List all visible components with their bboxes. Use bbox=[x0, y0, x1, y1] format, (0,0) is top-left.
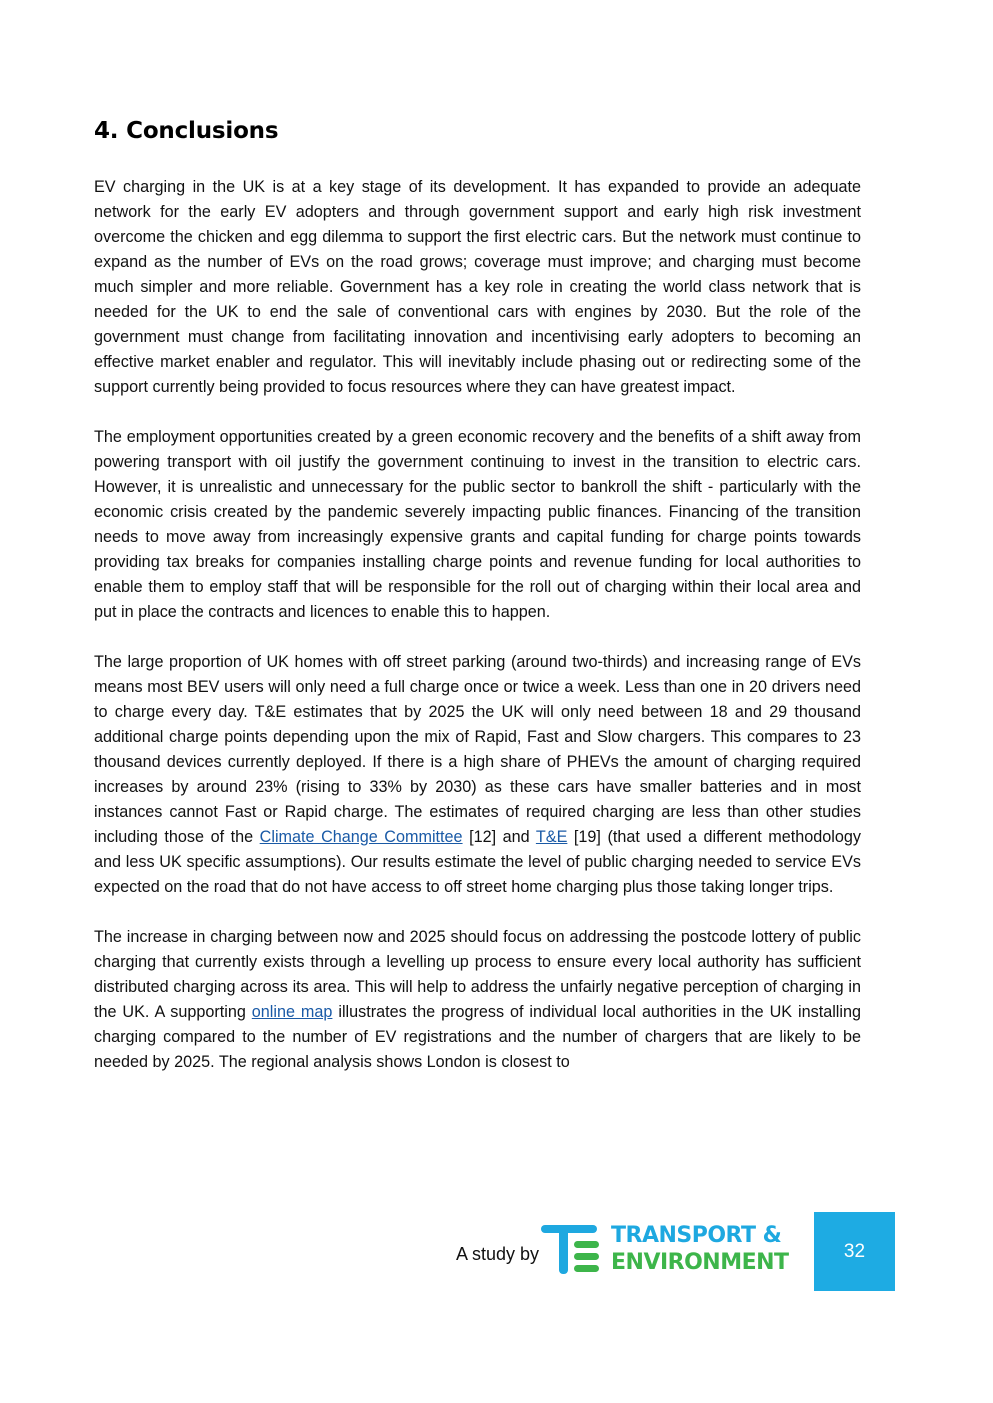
section-heading: 4. Conclusions bbox=[94, 118, 279, 144]
climate-change-committee-link[interactable]: Climate Change Committee bbox=[259, 828, 463, 846]
paragraph-4-text-a: The increase in charging between now and 2025 should focus on addressing the postcode lottery of public charging that currently exists through a levelling up process to ensure every local authority has sufficient distributed charging across its area. This will help to address the unfairly negative perception of charging in the UK. A supporting bbox=[94, 928, 861, 1021]
logo-line-environment: ENVIRONMENT bbox=[611, 1250, 789, 1275]
paragraph-2: The employment opportunities created by a green economic recovery and the benefits of a shift away from powering transport with oil justify the government continuing to invest in the transition to electric cars. However, it is unrealistic and unnecessary for the public sector to bankroll the shift - particularly with the economic crisis created by the pandemic severely impacting public finances. Financing of the transition needs to move away from increasingly expensive grants and capital funding for charge points towards providing tax breaks for companies installing charge points and revenue funding for local authorities to enable them to employ staff that will be responsible for the roll out of charging within their local area and put in place the contracts and licences to enable this to happen. bbox=[94, 428, 861, 621]
logo-wordmark bbox=[611, 1222, 806, 1276]
online-map-link[interactable]: online map bbox=[251, 1003, 333, 1021]
te-link[interactable]: T&E bbox=[535, 828, 568, 846]
paragraph-4-text-b: illustrates the progress of individual local authorities in the UK installing charging compared to the number of EV registrations and the number of chargers that are likely to be needed by 2025. The regional analysis shows London is closest to bbox=[94, 1003, 861, 1071]
paragraph-1: EV charging in the UK is at a key stage of its development. It has expanded to provide an adequate network for the early EV adopters and through government support and early high risk investment overcome the chicken and egg dilemma to support the first electric cars. But the network must continue to expand as the number of EVs on the road grows; coverage must improve; and charging must become much simpler and more reliable. Government has a key role in creating the world class network that is needed for the UK to end the sale of conventional cars with engines by 2030. But the role of the government must change from facilitating innovation and incentivising early adopters to becoming an effective market enabler and regulator. This will inevitably include phasing out or redirecting some of the support currently being provided to focus resources where they can have greatest impact. bbox=[94, 178, 861, 396]
study-by-label: A study by bbox=[456, 1244, 540, 1264]
paragraph-3-text-c: [19] (that used a different methodology and less UK specific assumptions). Our results estimate the level of public charging needed to service EVs expected on the road that do not have access to off street home charging plus those taking longer trips. bbox=[94, 828, 861, 896]
paragraph-3-text-a: The large proportion of UK homes with off street parking (around two-thirds) and increasing range of EVs means most BEV users will only need a full charge once or twice a week. Less than one in 20 drivers need to charge every day. T&E estimates that by 2025 the UK will only need between 18 and 29 thousand additional charge points depending upon the mix of Rapid, Fast and Slow chargers. This compares to 23 thousand devices currently deployed. If there is a high share of PHEVs the amount of charging required increases by around 23% (rising to 33% by 2030) as these cars have smaller batteries and in most instances cannot Fast or Rapid charge. The estimates of required charging are less than other studies including those of the bbox=[94, 653, 861, 846]
body-text bbox=[94, 175, 861, 1100]
te-logo-mark-icon bbox=[541, 1222, 603, 1278]
paragraph-4 bbox=[94, 925, 861, 1075]
logo-line-transport: TRANSPORT & bbox=[611, 1223, 782, 1248]
page-number: 32 bbox=[814, 1212, 895, 1291]
transport-environment-logo bbox=[541, 1222, 806, 1278]
paragraph-3-text-b: [12] and bbox=[462, 828, 536, 846]
paragraph-3 bbox=[94, 650, 861, 900]
